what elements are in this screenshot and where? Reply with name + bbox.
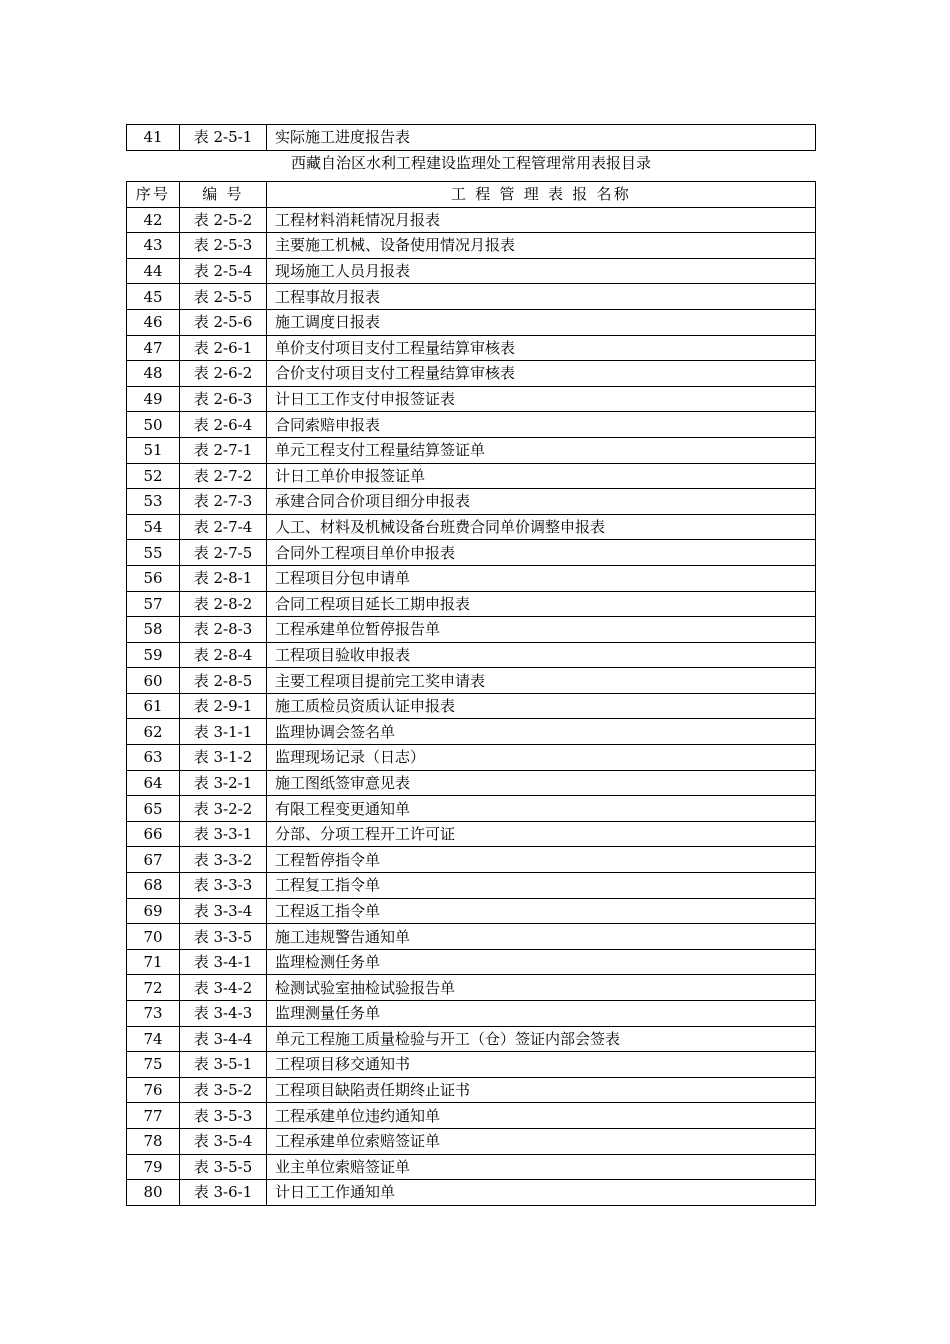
- row-name: 工程承建单位暂停报告单: [267, 617, 816, 643]
- row-seq: 72: [127, 975, 180, 1001]
- row-code: 表 2-5-5: [180, 284, 267, 310]
- row-name: 监理测量任务单: [267, 1001, 816, 1027]
- table-row: [127, 540, 816, 566]
- table-row: [127, 1026, 816, 1052]
- row-seq: 78: [127, 1128, 180, 1154]
- row-name: 有限工程变更通知单: [267, 796, 816, 822]
- table-row: [127, 975, 816, 1001]
- row-seq: 61: [127, 693, 180, 719]
- row-name: 计日工工作支付申报签证表: [267, 386, 816, 412]
- row-seq: 59: [127, 642, 180, 668]
- row-code: 表 2-9-1: [180, 693, 267, 719]
- row-name: 人工、材料及机械设备台班费合同单价调整申报表: [267, 514, 816, 540]
- row-name: 施工违规警告通知单: [267, 924, 816, 950]
- row-name: 工程暂停指令单: [267, 847, 816, 873]
- row-code: 表 3-1-1: [180, 719, 267, 745]
- table-row: [127, 309, 816, 335]
- row-seq: 66: [127, 821, 180, 847]
- row-name: 计日工工作通知单: [267, 1180, 816, 1206]
- table-row: [127, 898, 816, 924]
- row-code: 表 2-7-5: [180, 540, 267, 566]
- table-row: [127, 258, 816, 284]
- row-code: 表 2-7-1: [180, 437, 267, 463]
- row-name: 合价支付项目支付工程量结算审核表: [267, 361, 816, 387]
- row-seq: 62: [127, 719, 180, 745]
- table-row: [127, 207, 816, 233]
- table-row: [127, 668, 816, 694]
- row-seq: 74: [127, 1026, 180, 1052]
- row-name: 主要工程项目提前完工奖申请表: [267, 668, 816, 694]
- table-row: [127, 796, 816, 822]
- table-row: [127, 1001, 816, 1027]
- table-row: [127, 821, 816, 847]
- table-row: [127, 233, 816, 259]
- row-name: 工程项目缺陷责任期终止证书: [267, 1077, 816, 1103]
- row-code: 表 2-5-6: [180, 309, 267, 335]
- row-code: 表 2-7-4: [180, 514, 267, 540]
- row-seq: 77: [127, 1103, 180, 1129]
- row-name: 合同索赔申报表: [267, 412, 816, 438]
- table-row: [127, 719, 816, 745]
- row-code: 表 2-7-3: [180, 489, 267, 515]
- table-row: [127, 770, 816, 796]
- header-seq: 序号: [127, 182, 180, 208]
- row-name: 工程项目验收申报表: [267, 642, 816, 668]
- continued-table: [126, 124, 816, 151]
- row-seq: 63: [127, 745, 180, 771]
- table-body: [127, 182, 816, 1206]
- row-code: 表 2-8-5: [180, 668, 267, 694]
- row-name: 工程复工指令单: [267, 873, 816, 899]
- row-seq: 80: [127, 1180, 180, 1206]
- header-code: 编 号: [180, 182, 267, 208]
- row-code: 表 2-6-3: [180, 386, 267, 412]
- table-row: [127, 412, 816, 438]
- row-code: 表 3-2-1: [180, 770, 267, 796]
- row-seq: 65: [127, 796, 180, 822]
- row-code: 表 3-3-2: [180, 847, 267, 873]
- row-name: 工程项目分包申请单: [267, 565, 816, 591]
- row-name: 监理检测任务单: [267, 949, 816, 975]
- row-code: 表 3-5-1: [180, 1052, 267, 1078]
- row-name: 检测试验室抽检试验报告单: [267, 975, 816, 1001]
- row-code: 表 2-6-4: [180, 412, 267, 438]
- row-name: 主要施工机械、设备使用情况月报表: [267, 233, 816, 259]
- row-seq: 75: [127, 1052, 180, 1078]
- table-row: [127, 847, 816, 873]
- row-name: 监理现场记录（日志）: [267, 745, 816, 771]
- row-seq: 60: [127, 668, 180, 694]
- row-seq: 73: [127, 1001, 180, 1027]
- row-seq: 45: [127, 284, 180, 310]
- row-seq: 54: [127, 514, 180, 540]
- row-code: 表 3-5-4: [180, 1128, 267, 1154]
- row-name: 计日工单价申报签证单: [267, 463, 816, 489]
- row-code: 表 2-6-2: [180, 361, 267, 387]
- row-seq: 42: [127, 207, 180, 233]
- row-name: 承建合同合价项目细分申报表: [267, 489, 816, 515]
- row-name: 合同外工程项目单价申报表: [267, 540, 816, 566]
- table-row: [127, 284, 816, 310]
- table-row: [127, 489, 816, 515]
- row-name: 单元工程支付工程量结算签证单: [267, 437, 816, 463]
- row-name: 监理协调会签名单: [267, 719, 816, 745]
- row-seq: 56: [127, 565, 180, 591]
- row-name: 工程材料消耗情况月报表: [267, 207, 816, 233]
- header-name: 工 程 管 理 表 报 名称: [267, 182, 816, 208]
- row-code: 表 3-6-1: [180, 1180, 267, 1206]
- row-seq: 43: [127, 233, 180, 259]
- row-name: 实际施工进度报告表: [267, 125, 816, 151]
- forms-catalog-table: [126, 181, 816, 1206]
- row-code: 表 3-1-2: [180, 745, 267, 771]
- table-row: [127, 361, 816, 387]
- table-row: [127, 949, 816, 975]
- row-seq: 49: [127, 386, 180, 412]
- row-name: 工程承建单位索赔签证单: [267, 1128, 816, 1154]
- table-row: [127, 1077, 816, 1103]
- table-row: [127, 642, 816, 668]
- row-code: 表 2-5-4: [180, 258, 267, 284]
- row-name: 现场施工人员月报表: [267, 258, 816, 284]
- table-row: [127, 125, 816, 151]
- table-row: [127, 617, 816, 643]
- row-code: 表 3-3-4: [180, 898, 267, 924]
- row-name: 分部、分项工程开工许可证: [267, 821, 816, 847]
- row-code: 表 2-5-1: [180, 125, 267, 151]
- row-name: 施工质检员资质认证申报表: [267, 693, 816, 719]
- row-seq: 70: [127, 924, 180, 950]
- row-seq: 57: [127, 591, 180, 617]
- table-header-row: [127, 182, 816, 208]
- row-code: 表 3-5-5: [180, 1154, 267, 1180]
- table-row: [127, 1180, 816, 1206]
- table-row: [127, 437, 816, 463]
- row-code: 表 3-3-3: [180, 873, 267, 899]
- table-row: [127, 463, 816, 489]
- table-row: [127, 514, 816, 540]
- row-seq: 71: [127, 949, 180, 975]
- row-seq: 64: [127, 770, 180, 796]
- row-code: 表 2-5-3: [180, 233, 267, 259]
- row-seq: 76: [127, 1077, 180, 1103]
- row-seq: 79: [127, 1154, 180, 1180]
- row-seq: 41: [127, 125, 180, 151]
- row-seq: 51: [127, 437, 180, 463]
- row-seq: 67: [127, 847, 180, 873]
- row-seq: 68: [127, 873, 180, 899]
- row-name: 工程项目移交通知书: [267, 1052, 816, 1078]
- row-name: 施工调度日报表: [267, 309, 816, 335]
- row-seq: 53: [127, 489, 180, 515]
- table-row: [127, 693, 816, 719]
- row-code: 表 3-4-4: [180, 1026, 267, 1052]
- table-row: [127, 1128, 816, 1154]
- row-code: 表 2-8-3: [180, 617, 267, 643]
- row-name: 施工图纸签审意见表: [267, 770, 816, 796]
- row-seq: 46: [127, 309, 180, 335]
- row-seq: 47: [127, 335, 180, 361]
- row-name: 单价支付项目支付工程量结算审核表: [267, 335, 816, 361]
- row-name: 业主单位索赔签证单: [267, 1154, 816, 1180]
- table-row: [127, 873, 816, 899]
- row-code: 表 2-7-2: [180, 463, 267, 489]
- row-seq: 55: [127, 540, 180, 566]
- row-seq: 52: [127, 463, 180, 489]
- row-code: 表 3-5-2: [180, 1077, 267, 1103]
- row-code: 表 2-8-2: [180, 591, 267, 617]
- row-code: 表 2-6-1: [180, 335, 267, 361]
- row-seq: 50: [127, 412, 180, 438]
- row-code: 表 3-3-5: [180, 924, 267, 950]
- table-row: [127, 591, 816, 617]
- table-row: [127, 1103, 816, 1129]
- row-seq: 58: [127, 617, 180, 643]
- table-row: [127, 924, 816, 950]
- row-code: 表 2-8-1: [180, 565, 267, 591]
- row-name: 工程承建单位违约通知单: [267, 1103, 816, 1129]
- table-row: [127, 386, 816, 412]
- row-name: 合同工程项目延长工期申报表: [267, 591, 816, 617]
- row-code: 表 3-4-3: [180, 1001, 267, 1027]
- row-code: 表 3-4-2: [180, 975, 267, 1001]
- row-name: 工程事故月报表: [267, 284, 816, 310]
- table-row: [127, 335, 816, 361]
- table-row: [127, 745, 816, 771]
- table-row: [127, 565, 816, 591]
- row-seq: 69: [127, 898, 180, 924]
- table-row: [127, 1154, 816, 1180]
- row-name: 单元工程施工质量检验与开工（仓）签证内部会签表: [267, 1026, 816, 1052]
- table-caption: 西藏自治区水利工程建设监理处工程管理常用表报目录: [290, 154, 651, 172]
- row-code: 表 3-4-1: [180, 949, 267, 975]
- row-code: 表 2-8-4: [180, 642, 267, 668]
- row-code: 表 3-3-1: [180, 821, 267, 847]
- row-name: 工程返工指令单: [267, 898, 816, 924]
- row-seq: 44: [127, 258, 180, 284]
- row-code: 表 3-5-3: [180, 1103, 267, 1129]
- table-row: [127, 1052, 816, 1078]
- row-code: 表 2-5-2: [180, 207, 267, 233]
- row-seq: 48: [127, 361, 180, 387]
- row-code: 表 3-2-2: [180, 796, 267, 822]
